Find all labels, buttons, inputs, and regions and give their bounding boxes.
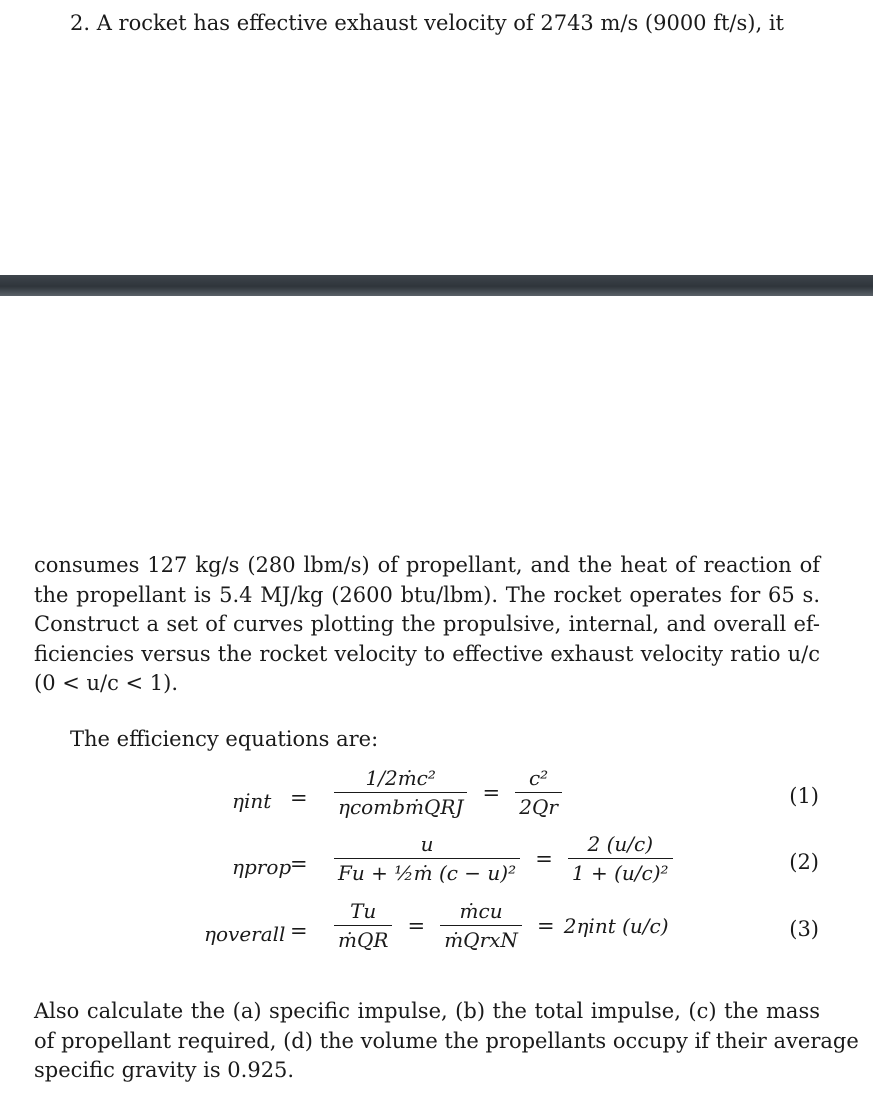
problem-statement-tasks bbox=[34, 997, 859, 1086]
eq-equals: = bbox=[407, 913, 426, 938]
eq-label: ηprop bbox=[232, 855, 292, 879]
equation-number: (2) bbox=[789, 850, 819, 874]
eq-expression bbox=[328, 897, 669, 954]
body-line: (0 < u/c < 1). bbox=[34, 671, 179, 696]
eq-equals: = bbox=[535, 846, 553, 871]
problem-statement-body bbox=[34, 551, 820, 699]
equation-internal-efficiency bbox=[0, 764, 873, 828]
tasks-line: of propellant required, (d) the volume the propellants occupy if their average bbox=[34, 1028, 859, 1053]
body-line: ficiencies versus the rocket velocity to effective exhaust velocity ratio u/c bbox=[34, 641, 820, 666]
fraction-numerator: u bbox=[334, 830, 520, 859]
fraction bbox=[334, 830, 520, 887]
eq-expression bbox=[328, 764, 568, 821]
fraction bbox=[515, 764, 562, 821]
fraction-numerator: 2 (u/c) bbox=[568, 830, 673, 859]
eq-equals: = bbox=[290, 852, 308, 876]
fraction-numerator: Tu bbox=[334, 897, 392, 926]
tasks-line: Also calculate the (a) specific impulse, (b) the total impulse, (c) the mass bbox=[34, 999, 820, 1023]
eq-tail-expression: 2ηint (u/c) bbox=[563, 913, 669, 938]
body-line: consumes 127 kg/s (280 lbm/s) of propellant, and the heat of reaction of bbox=[34, 553, 820, 577]
equation-number: (1) bbox=[789, 784, 819, 808]
fraction-numerator: 1/2ṁc² bbox=[334, 764, 467, 793]
eq-equals: = bbox=[537, 913, 555, 938]
fraction-denominator: ṁQR bbox=[338, 928, 389, 952]
equations-heading: The efficiency equations are: bbox=[70, 727, 379, 751]
equation-propulsive-efficiency bbox=[0, 830, 873, 894]
fraction-denominator: ηcombṁQRJ bbox=[338, 795, 464, 819]
equation-overall-efficiency bbox=[0, 897, 873, 961]
problem-statement-intro bbox=[70, 9, 820, 39]
fraction-numerator: ṁcu bbox=[440, 897, 522, 926]
eq-equals: = bbox=[482, 780, 501, 805]
body-line: Construct a set of curves plotting the propulsive, internal, and overall ef- bbox=[34, 612, 820, 637]
fraction bbox=[334, 897, 392, 954]
equation-number: (3) bbox=[789, 917, 819, 941]
eq-expression bbox=[328, 830, 679, 887]
fraction-numerator: c² bbox=[515, 764, 562, 793]
eq-equals: = bbox=[290, 919, 308, 943]
fraction-denominator: Fu + ½ṁ (c − u)² bbox=[338, 861, 517, 885]
fraction bbox=[334, 764, 467, 821]
intro-line: 2. A rocket has effective exhaust velocity of 2743 m/s (9000 ft/s), it bbox=[70, 11, 784, 35]
eq-equals: = bbox=[290, 786, 308, 810]
tasks-line: specific gravity is 0.925. bbox=[34, 1058, 295, 1083]
fraction bbox=[568, 830, 673, 887]
fraction-denominator: 2Qr bbox=[519, 795, 558, 819]
fraction bbox=[440, 897, 522, 954]
page-divider-bar bbox=[0, 275, 873, 296]
fraction-denominator: ṁQrxN bbox=[444, 928, 518, 952]
eq-label: ηoverall bbox=[204, 922, 286, 946]
body-line: the propellant is 5.4 MJ/kg (2600 btu/lbm). The rocket operates for 65 s. bbox=[34, 582, 820, 607]
fraction-denominator: 1 + (u/c)² bbox=[571, 861, 669, 885]
eq-label: ηint bbox=[232, 789, 272, 813]
